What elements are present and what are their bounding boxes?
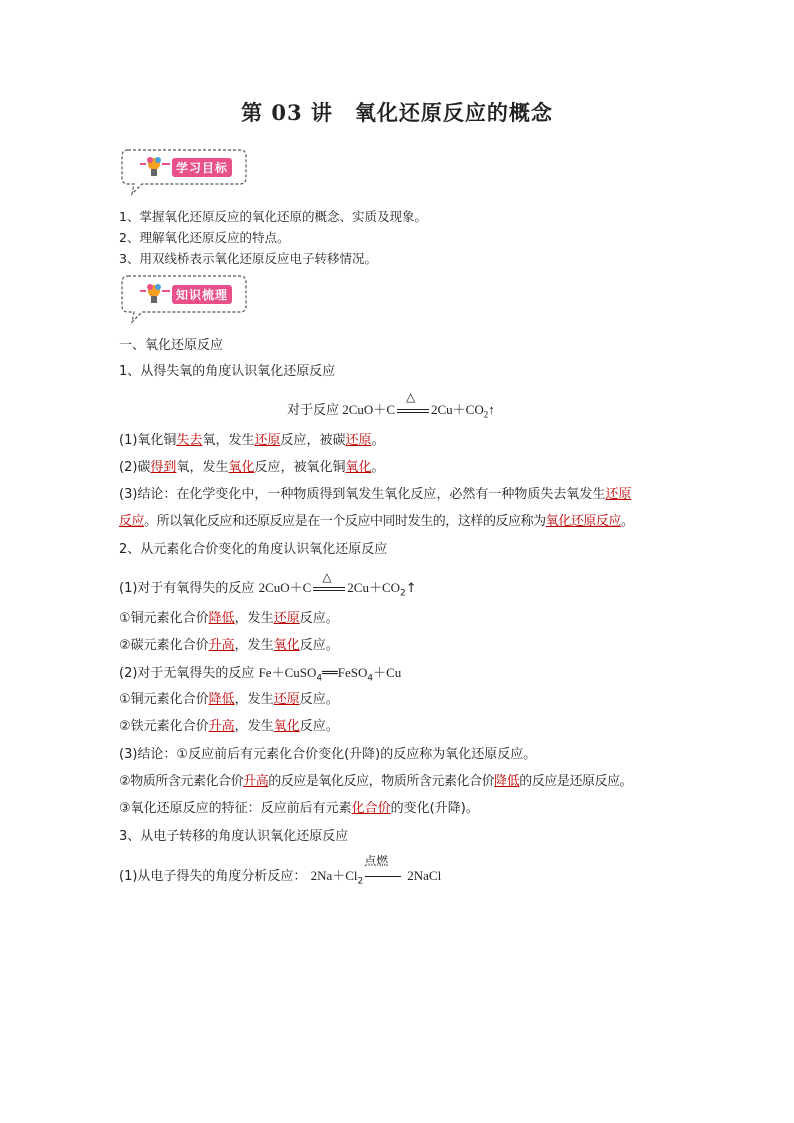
- paragraph-3-line2: 反应。所以氧化反应和还原反应是在一个反应中同时发生的，这样的反应称为氧化还原反应。: [119, 514, 634, 529]
- section-heading: 一、氧化还原反应: [119, 338, 224, 353]
- subsection-heading: 1、从得失氧的角度认识氧化还原反应: [119, 364, 336, 379]
- goal-item: 1、掌握氧化还原反应的氧化还原的概念、实质及现象。: [119, 209, 427, 224]
- section-badge-knowledge: [120, 272, 248, 316]
- subsection-heading: 2、从元素化合价变化的角度认识氧化还原反应: [119, 542, 388, 557]
- ignite-condition-icon: 点燃: [363, 864, 403, 882]
- equation-4: (1)从电子得失的角度分析反应： $2Na+Cl_2$ 点燃 2NaCl: [119, 854, 442, 887]
- subsection-heading: 3、从电子转移的角度认识氧化还原反应: [119, 829, 349, 844]
- paragraph-1: (1)氧化铜失去氧，发生还原反应，被碳还原。: [119, 433, 385, 448]
- paragraph-q2a: ①铜元素化合价降低，发生还原反应。: [119, 692, 339, 707]
- page-title: 第 03 讲 氧化还原反应的概念: [241, 100, 553, 125]
- paragraph-2: (2)碳得到氧，发生氧化反应，被氧化铜氧化。: [119, 460, 385, 475]
- paragraph-q2b: ②铁元素化合价升高，发生氧化反应。: [119, 719, 339, 734]
- paragraph-3-line1: (3)结论：在化学变化中，一种物质得到氧发生氧化反应，必然有一种物质失去氧发生还原: [119, 487, 632, 502]
- heat-condition-icon: △: [395, 398, 431, 416]
- paragraph-q3c: ③氧化还原反应的特征：反应前后有元素化合价的变化(升降)。: [119, 801, 479, 816]
- goal-item: 2、理解氧化还原反应的特点。: [119, 230, 290, 245]
- paragraph-q1b: ②碳元素化合价升高，发生氧化反应。: [119, 638, 339, 653]
- paragraph-q3b: ②物质所含元素化合价升高的反应是氧化反应，物质所含元素化合价降低的反应是还原反应。: [119, 774, 633, 789]
- paragraph-q1a: ①铜元素化合价降低，发生还原反应。: [119, 611, 339, 626]
- badge-label: 知识梳理: [172, 285, 232, 304]
- equation-3: (2)对于无氧得失的反应 Fe＋CuSO$_4$══FeSO$_4$＋Cu: [119, 665, 402, 684]
- heat-condition-icon: △: [311, 576, 347, 594]
- equation-1: 对于反应 2CuO＋C △ $2Cu+CO_2↑$: [287, 390, 495, 420]
- paragraph-q3: (3)结论：①反应前后有元素化合价变化(升降)的反应称为氧化还原反应。: [119, 747, 537, 762]
- section-badge-goals: [120, 146, 248, 190]
- badge-label: 学习目标: [172, 158, 232, 177]
- goal-item: 3、用双线桥表示氧化还原反应电子转移情况。: [119, 251, 377, 266]
- equation-2: (1)对于有氧得失的反应 2CuO＋C △ $2Cu+CO_2↑$: [119, 570, 417, 599]
